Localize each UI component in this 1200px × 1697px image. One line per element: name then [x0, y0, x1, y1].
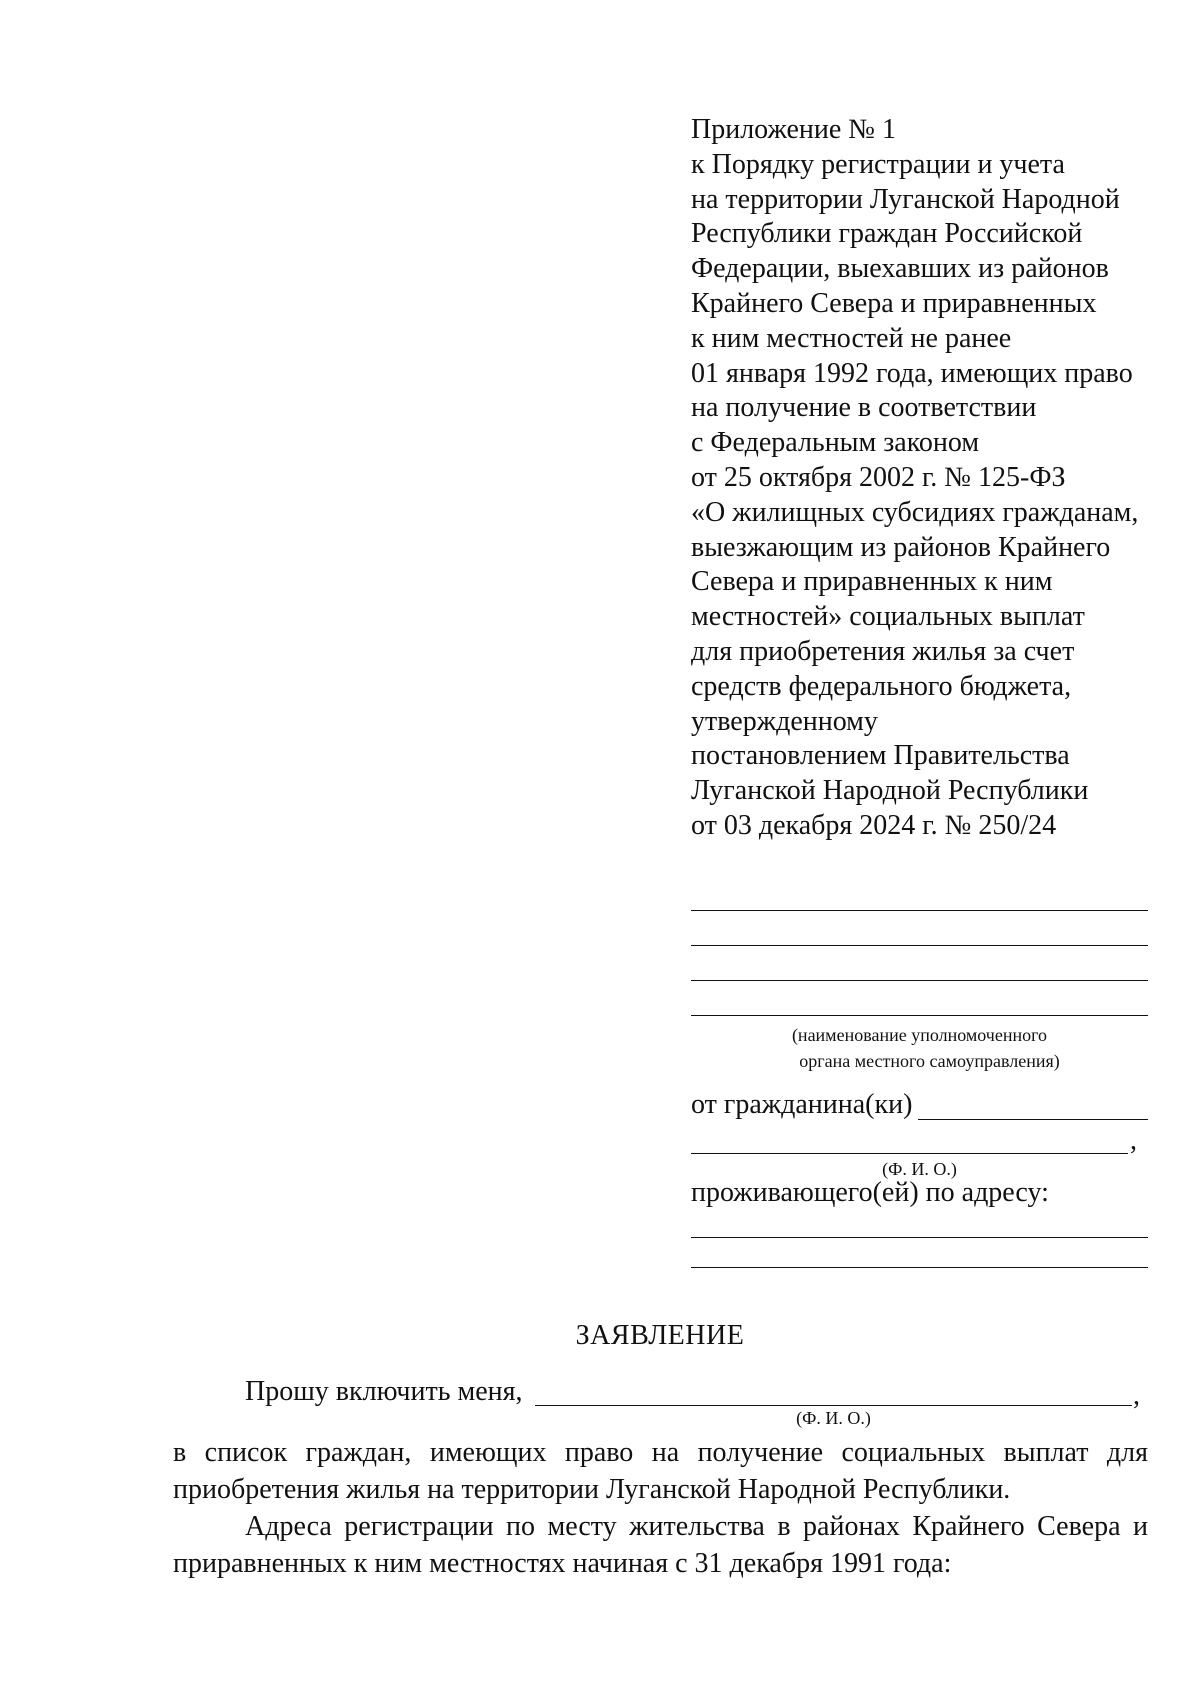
appendix-line: «О жилищных субсидиях гражданам,	[691, 496, 1139, 528]
appendix-line: от 03 декабря 2024 г. № 250/24	[691, 809, 1057, 841]
appendix-line: постановлением Правительства	[691, 740, 1070, 772]
appendix-line: на получение в соответствии	[691, 392, 1037, 424]
appendix-line: Крайнего Севера и приравненных	[691, 287, 1097, 319]
appendix-line: средств федерального бюджета,	[691, 670, 1072, 702]
appendix-line: 01 января 1992 года, имеющих право	[691, 357, 1133, 389]
appendix-line: местностей» социальных выплат	[691, 601, 1085, 633]
appendix-line: от 25 октября 2002 г. № 125-ФЗ	[691, 461, 1066, 493]
org-name-line-1	[691, 910, 1148, 911]
appendix-line: выезжающим из районов Крайнего	[691, 531, 1111, 563]
address-line-2	[691, 1267, 1148, 1268]
fio-comma: ,	[1130, 1125, 1137, 1156]
appendix-line: с Федеральным законом	[691, 427, 980, 459]
appendix-line: Республики граждан Российской	[691, 218, 1083, 250]
address-label: проживающего(ей) по адресу:	[691, 1177, 1049, 1208]
org-caption-line-1: (наименование уполномоченного	[791, 1025, 1048, 1045]
appendix-line: Приложение № 1	[691, 114, 896, 145]
request-paragraph: в список граждан, имеющих право на получение социальных выплат для приобретения жилья на территории Луганской Народной Республики.	[173, 1437, 1148, 1505]
address-line-1	[691, 1237, 1148, 1238]
appendix-line: к ним местностей не ранее	[691, 322, 1012, 354]
appendix-line: утвержденному	[691, 705, 878, 737]
org-name-line-3	[691, 980, 1148, 981]
org-caption-line-2: органа местного самоуправления)	[799, 1051, 1060, 1071]
addresses-paragraph	[173, 1508, 1148, 1582]
appendix-line: для приобретения жилья за счет	[691, 635, 1075, 667]
appendix-line: на территории Луганской Народной	[691, 183, 1120, 215]
appendix-line: Севера и приравненных к ним	[691, 566, 1053, 598]
fio-line	[691, 1153, 1128, 1154]
statement-title: ЗАЯВЛЕНИЕ	[575, 1320, 745, 1351]
org-name-line-2	[691, 945, 1148, 946]
appendix-line: Луганской Народной Республики	[691, 775, 1089, 807]
from-citizen-label: от гражданина(ки)	[691, 1089, 913, 1120]
appendix-line: к Порядку регистрации и учета	[691, 148, 1065, 180]
request-prefix: Прошу включить меня,	[245, 1376, 523, 1407]
addresses-paragraph-text: Адреса регистрации по месту жительства в районах Крайнего Севера и приравненных к ним местностях начиная с 31 декабря 1991 года:	[173, 1511, 1148, 1579]
org-name-line-4	[691, 1015, 1148, 1016]
request-fio-caption: (Ф. И. О.)	[796, 1408, 871, 1428]
appendix-line: Федерации, выехавших из районов	[691, 253, 1109, 285]
request-comma: ,	[1133, 1380, 1140, 1411]
appendix-header	[691, 113, 1161, 844]
fio-caption: (Ф. И. О.)	[882, 1159, 957, 1179]
from-citizen-line	[918, 1119, 1148, 1120]
